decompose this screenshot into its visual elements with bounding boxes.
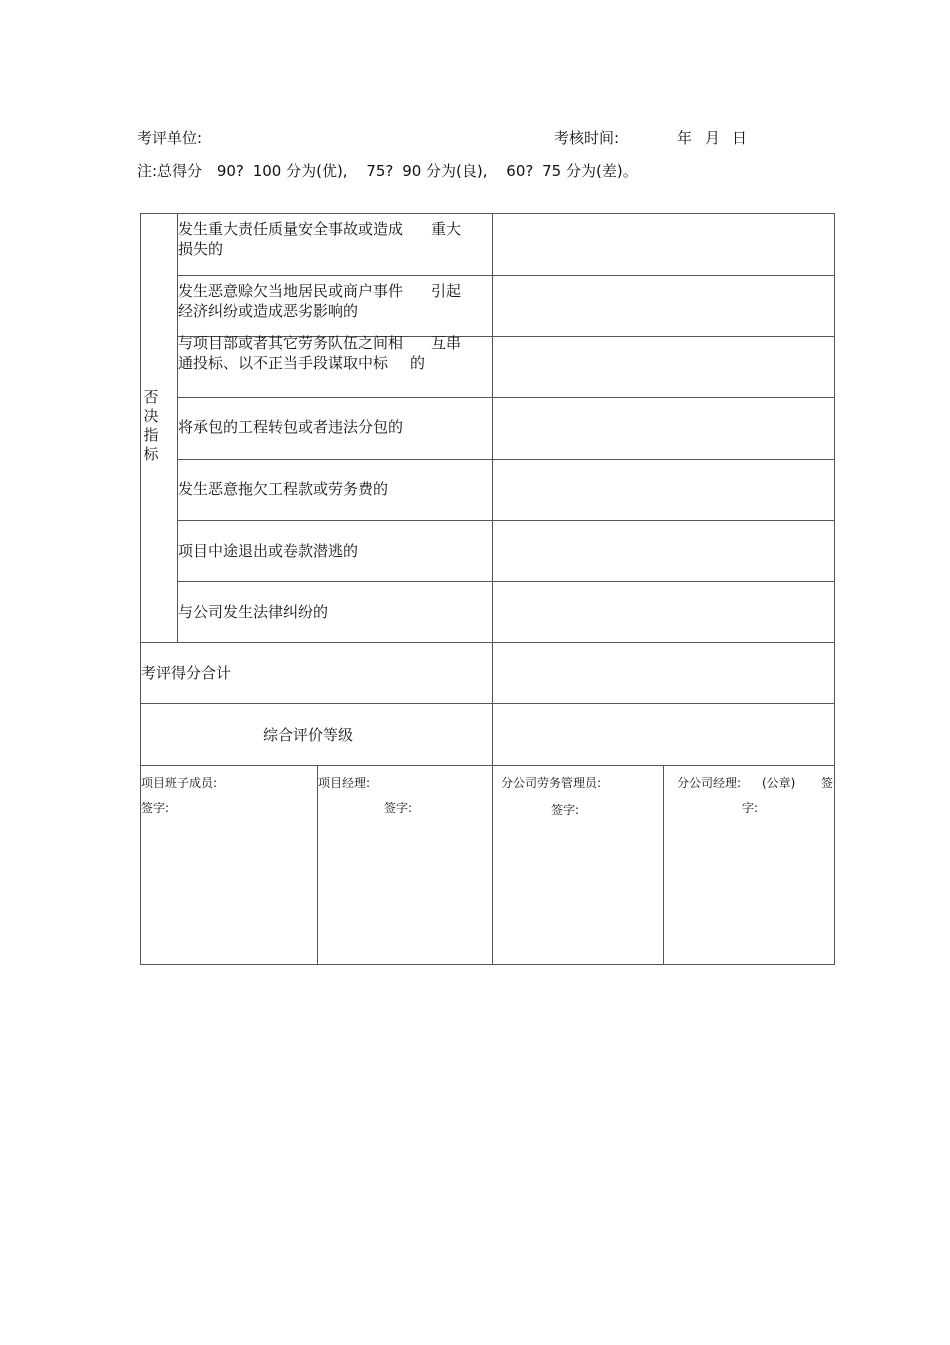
- score-column-divider: [492, 213, 493, 766]
- year-label: 年: [677, 129, 693, 147]
- note-range-2: 75?: [366, 162, 394, 180]
- note-range-1-text: 100 分为(优),: [252, 162, 348, 180]
- note-prefix: 注:总得分: [137, 162, 203, 180]
- criterion-2: 发生恶意赊欠当地居民或商户事件 引起 经济纠纷或造成恶劣影响的: [178, 282, 462, 320]
- labor-admin-title: 分公司劳务管理员:: [501, 776, 602, 790]
- criterion-5: 发生恶意拖欠工程款或劳务费的: [178, 480, 389, 498]
- time-label: 考核时间:: [554, 129, 620, 147]
- signature-divider: [663, 765, 664, 965]
- row-divider: [140, 642, 835, 643]
- row-divider: [140, 703, 835, 704]
- branch-manager-title: 分公司经理:: [677, 776, 742, 790]
- signature-divider: [317, 765, 318, 965]
- row-divider: [140, 765, 835, 766]
- score-note: [137, 160, 638, 181]
- table-border-right: [834, 213, 835, 965]
- signature-divider: [492, 765, 493, 965]
- criterion-1: 发生重大责任质量安全事故或造成 重大 损失的: [178, 220, 462, 258]
- day-label: 日: [732, 129, 748, 147]
- note-range-3-text: 75 分为(差)。: [542, 162, 638, 180]
- criterion-7: 与公司发生法律纠纷的: [178, 603, 329, 621]
- evaluation-table: [140, 213, 835, 965]
- row-divider: [177, 275, 835, 276]
- team-members-title: 项目班子成员:: [141, 776, 218, 790]
- project-manager-title: 项目经理:: [318, 776, 371, 790]
- branch-manager-sign-start: 签: [821, 776, 834, 790]
- row-divider: [177, 520, 835, 521]
- month-label: 月: [705, 129, 721, 147]
- project-manager-sign: 签字:: [384, 801, 413, 815]
- total-score-label: 考评得分合计: [141, 664, 232, 682]
- official-seal-label: (公章): [762, 776, 796, 790]
- table-border-bottom: [140, 964, 835, 965]
- row-divider: [177, 581, 835, 582]
- note-range-1: 90?: [216, 162, 244, 180]
- unit-label: 考评单位:: [137, 129, 203, 147]
- labor-admin-sign: 签字:: [551, 803, 580, 817]
- row-divider: [177, 397, 835, 398]
- veto-indicator-label: 否决指标: [143, 388, 159, 463]
- table-border-top: [140, 213, 835, 214]
- table-border-left: [140, 213, 141, 965]
- criterion-3: 与项目部或者其它劳务队伍之间相 互串 通投标、以不正当手段谋取中标 的: [178, 334, 462, 372]
- branch-manager-sign: 字:: [742, 801, 759, 815]
- overall-grade-label: 综合评价等级: [263, 726, 354, 744]
- note-range-3: 60?: [506, 162, 534, 180]
- note-range-2-text: 90 分为(良),: [402, 162, 488, 180]
- row-divider: [177, 459, 835, 460]
- criterion-6: 项目中途退出或卷款潜逃的: [178, 542, 359, 560]
- team-members-sign: 签字:: [141, 801, 170, 815]
- criterion-4: 将承包的工程转包或者违法分包的: [178, 418, 404, 436]
